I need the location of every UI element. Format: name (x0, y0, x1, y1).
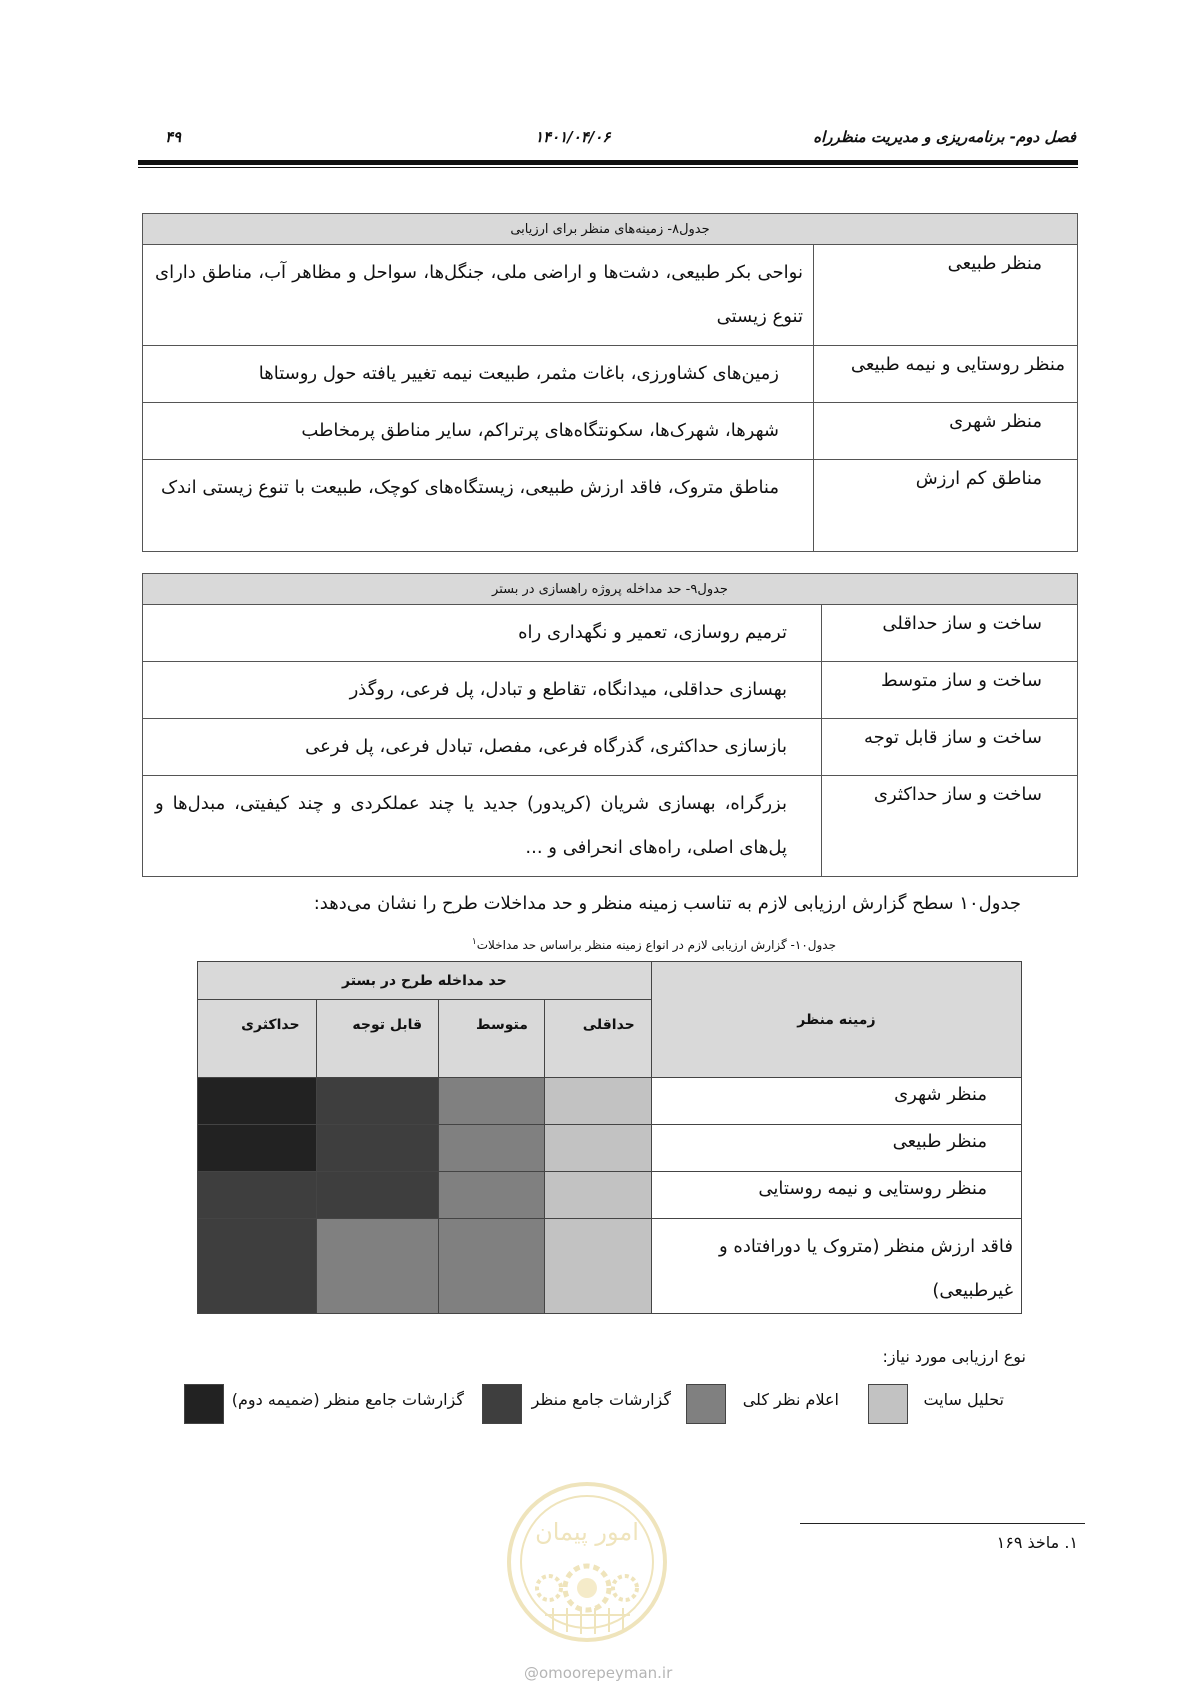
level-cell (439, 1172, 545, 1219)
table-row (143, 605, 1078, 662)
level-cell (544, 1172, 651, 1219)
table-row (198, 1172, 1022, 1219)
table-row (198, 1219, 1022, 1314)
row-label: منظر طبیعی (814, 245, 1078, 346)
column-header-considerable: قابل توجه (316, 1000, 438, 1078)
row-label: ساخت و ساز قابل توجه (822, 719, 1078, 776)
row-text: بازسازی حداکثری، گذرگاه فرعی، مفصل، تبادل فرعی، پل فرعی (143, 719, 822, 776)
row-label: منظر شهری (814, 403, 1078, 460)
row-text: نواحی بکر طبیعی، دشت‌ها و اراضی ملی، جنگل‌ها، سواحل و مظاهر آب، مناطق دارای تنوع زیستی (143, 245, 814, 346)
row-label: منظر طبیعی (651, 1125, 1021, 1172)
legend-swatch-comprehensive-report (482, 1384, 522, 1424)
row-text: بزرگراه، بهسازی شریان (کریدور) جدید یا چند عملکردی و چند کیفیتی، مبدل‌ها و پل‌های اصلی، راه‌های انحرافی و ... (143, 776, 822, 877)
row-label: منظر روستایی و نیمه روستایی (651, 1172, 1021, 1219)
table-row (143, 245, 1078, 346)
level-cell (316, 1125, 438, 1172)
level-cell (198, 1172, 317, 1219)
level-cell (439, 1125, 545, 1172)
level-cell (439, 1219, 545, 1314)
intervention-group-header: حد مداخله طرح در بستر (198, 962, 652, 1000)
header-rule-thick (138, 160, 1078, 165)
footnote: ۱. ماخذ ۱۶۹ (996, 1533, 1078, 1552)
legend-swatch-general-opinion (686, 1384, 726, 1424)
row-text: زمین‌های کشاورزی، باغات مثمر، طبیعت نیمه تغییر یافته حول روستاها (143, 346, 814, 403)
table-row (143, 403, 1078, 460)
header-rule-thin (138, 167, 1078, 168)
page-number: ۴۹ (165, 128, 182, 146)
row-text: ترمیم روسازی، تعمیر و نگهداری راه (143, 605, 822, 662)
legend-swatch-site-analysis (868, 1384, 908, 1424)
table-10-caption (472, 937, 836, 952)
level-cell (544, 1125, 651, 1172)
legend-title: نوع ارزیابی مورد نیاز: (882, 1347, 1026, 1366)
column-header-maximal: حداکثری (198, 1000, 317, 1078)
row-text: شهرها، شهرک‌ها، سکونتگاه‌های پرتراکم، سایر مناطق پرمخاطب (143, 403, 814, 460)
level-cell (316, 1078, 438, 1125)
legend-label-comprehensive-report-annex: گزارشات جامع منظر (ضمیمه دوم) (231, 1390, 464, 1409)
level-cell (198, 1125, 317, 1172)
watermark-url: @omoorepeyman.ir (524, 1664, 673, 1682)
table-row (143, 719, 1078, 776)
legend-swatch-comprehensive-report-annex (184, 1384, 224, 1424)
table-9-caption: جدول۹- حد مداخله پروژه راهسازی در بستر (143, 574, 1078, 605)
footnote-rule (800, 1523, 1085, 1524)
header-date: ۱۴۰۱/۰۴/۰۶ (535, 128, 611, 146)
row-label: فاقد ارزش منظر (متروک یا دورافتاده و غیرطبیعی) (651, 1219, 1021, 1314)
row-label: ساخت و ساز حداقلی (822, 605, 1078, 662)
legend-label-comprehensive-report: گزارشات جامع منظر (531, 1390, 671, 1409)
table-10 (197, 961, 1022, 1314)
column-header-medium: متوسط (439, 1000, 545, 1078)
table-row (143, 346, 1078, 403)
footnote-ref: ۱ (471, 937, 477, 947)
table-row (143, 662, 1078, 719)
row-text: مناطق متروک، فاقد ارزش طبیعی، زیستگاه‌های کوچک، طبیعت با تنوع زیستی اندک (143, 460, 814, 552)
table-10-caption-text: جدول۱۰- گزارش ارزیابی لازم در انواع زمینه منظر براساس حد مداخلات (476, 938, 836, 952)
watermark-logo (505, 1480, 670, 1645)
legend-label-site-analysis: تحلیل سایت (923, 1390, 1004, 1409)
chapter-title: فصل دوم- برنامه‌ریزی و مدیریت منظرراه (813, 128, 1076, 146)
row-label: مناطق کم ارزش (814, 460, 1078, 552)
row-text: بهسازی حداقلی، میدانگاه، تقاطع و تبادل، پل فرعی، روگذر (143, 662, 822, 719)
level-cell (316, 1219, 438, 1314)
level-cell (198, 1219, 317, 1314)
column-header-minimal: حداقلی (544, 1000, 651, 1078)
landscape-context-header: زمینه منظر (651, 962, 1021, 1078)
row-label: منظر روستایی و نیمه طبیعی (814, 346, 1078, 403)
table-row (143, 460, 1078, 552)
table-9 (142, 573, 1078, 877)
table-row (143, 776, 1078, 877)
row-label: ساخت و ساز متوسط (822, 662, 1078, 719)
table-8-caption: جدول۸- زمینه‌های منظر برای ارزیابی (143, 214, 1078, 245)
legend-label-general-opinion: اعلام نظر کلی (742, 1390, 839, 1409)
level-cell (439, 1078, 545, 1125)
table-8 (142, 213, 1078, 552)
level-cell (198, 1078, 317, 1125)
intro-paragraph: جدول۱۰ سطح گزارش ارزیابی لازم به تناسب زمینه منظر و حد مداخلات طرح را نشان می‌دهد: (313, 893, 1021, 914)
watermark-logo-text: امور پیمان (535, 1518, 639, 1546)
table-row (198, 1078, 1022, 1125)
level-cell (544, 1219, 651, 1314)
table-row (198, 1125, 1022, 1172)
level-cell (316, 1172, 438, 1219)
level-cell (544, 1078, 651, 1125)
row-label: منظر شهری (651, 1078, 1021, 1125)
row-label: ساخت و ساز حداکثری (822, 776, 1078, 877)
